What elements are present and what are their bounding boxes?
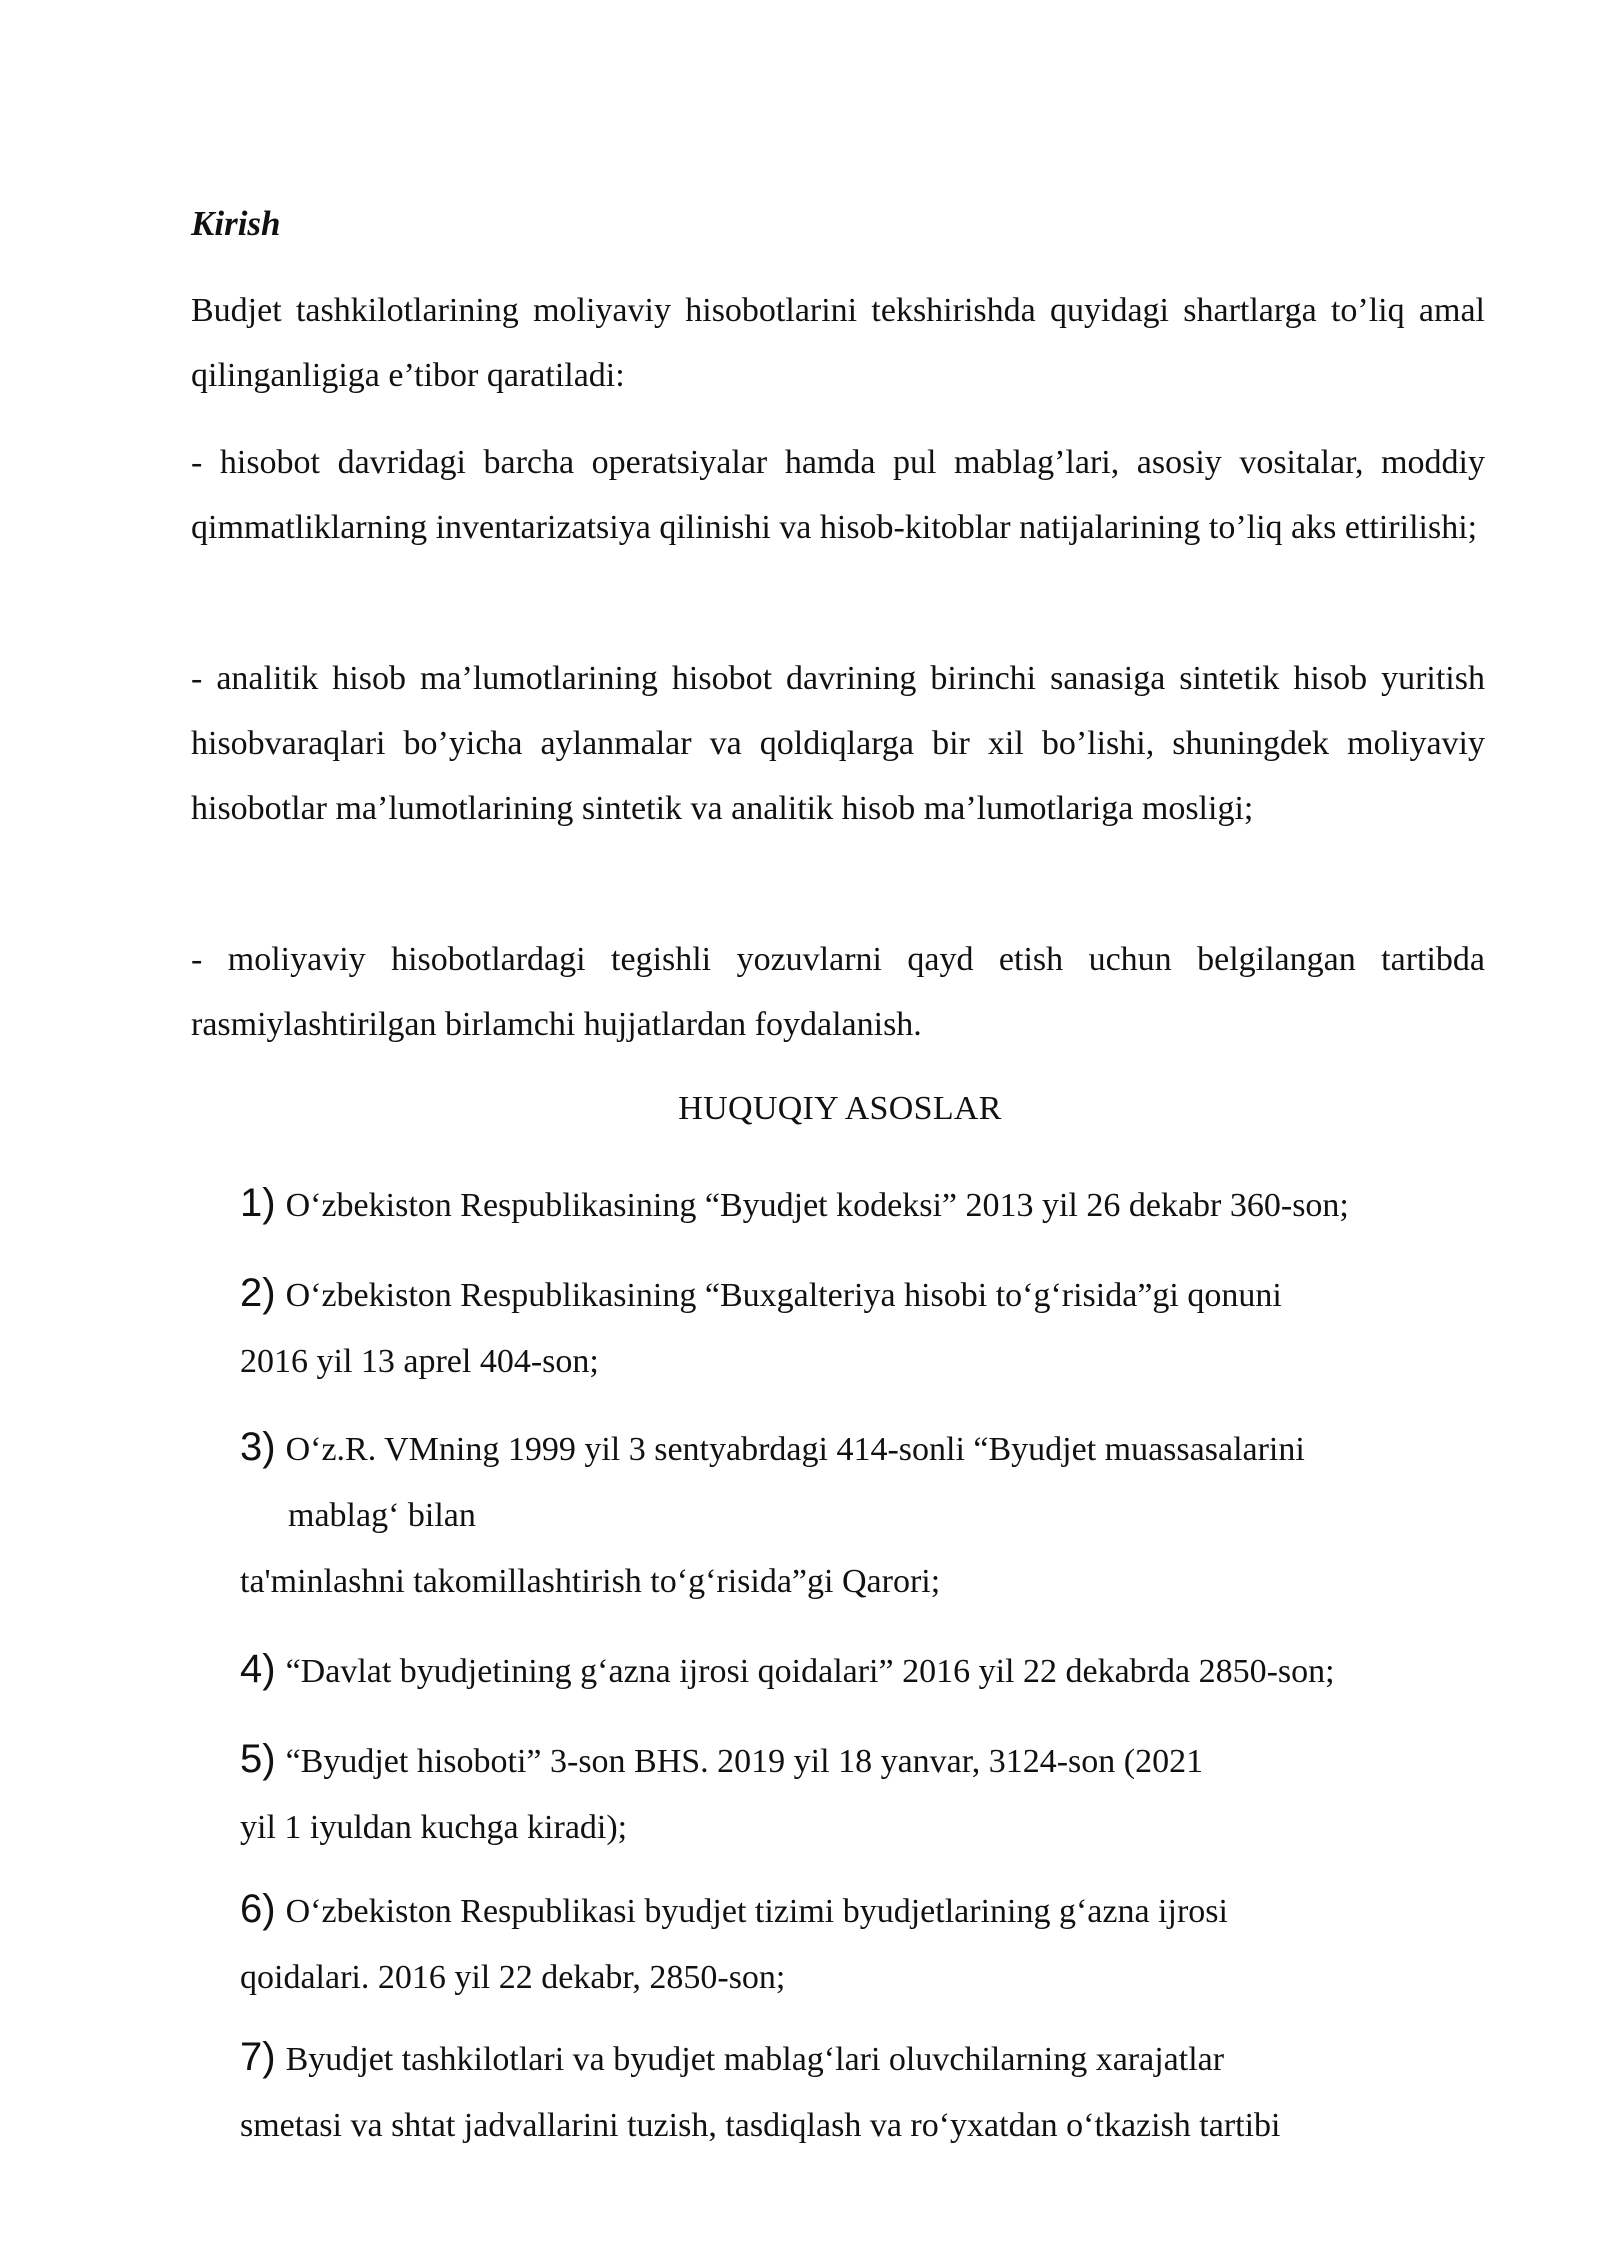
legal-list-item [240,1414,1490,1615]
legal-list-item [240,1260,1490,1395]
legal-list-item [240,1170,1490,1239]
list-item-text: O‘zbekiston Respublikasi byudjet tizimi byudjetlarining g‘azna ijrosi [285,1893,1228,1930]
list-item-text: O‘z.R. VMning 1999 yil 3 sentyabrdagi 414-sonli “Byudjet muassasalarini [285,1431,1305,1468]
list-item-text-continued: 2016 yil 13 aprel 404-son; [240,1343,599,1380]
list-item-text: “Byudjet hisoboti” 3-son BHS. 2019 yil 18 yanvar, 3124-son (2021 [285,1743,1204,1780]
list-item-text: O‘zbekiston Respublikasining “Buxgalteriya hisobi to‘g‘risida”gi qonuni [285,1277,1282,1314]
legal-section-title: HUQUQIY ASOSLAR [678,1090,1002,1127]
list-item-number: 7) [240,2035,276,2079]
list-item-number: 1) [240,1181,276,1225]
legal-list-item [240,2024,1490,2159]
list-item-number: 3) [240,1425,276,1469]
list-item-text-continued: ta'minlashni takomillashtirish to‘g‘risida”gi Qarori; [240,1563,941,1600]
legal-list-item [240,1726,1490,1861]
list-item-text-continued: qoidalari. 2016 yil 22 dekabr, 2850-son; [240,1959,786,1996]
list-item-text: O‘zbekiston Respublikasining “Byudjet kodeksi” 2013 yil 26 dekabr 360-son; [285,1187,1349,1224]
list-item-number: 6) [240,1887,276,1931]
list-item-text-continued: smetasi va shtat jadvallarini tuzish, tasdiqlash va ro‘yxatdan o‘tkazish tartibi [240,2107,1281,2144]
list-item-text: “Davlat byudjetining g‘azna ijrosi qoidalari” 2016 yil 22 dekabrda 2850-son; [285,1653,1335,1690]
legal-list-item [240,1876,1490,2011]
condition-paragraph-analytic: - analitik hisob ma’lumotlarining hisobot davrining birinchi sanasiga sintetik hisob yuritish hisobvaraqlari bo’yicha aylanmalar va qoldiqlarga bir xil bo’lishi, shuningdek moliyaviy hisobotlar ma’lumotlarining sintetik va analitik hisob ma’lumotlariga mosligi; [191,660,1485,827]
list-item-text-continued: mablag‘ bilan [288,1497,476,1534]
list-item-number: 2) [240,1271,276,1315]
condition-paragraph-inventory: - hisobot davridagi barcha operatsiyalar hamda pul mablag’lari, asosiy vositalar, moddiy qimmatliklarning inventarizatsiya qilinishi va hisob-kitoblar natijalarining to’liq aks ettirilishi; [191,444,1485,546]
intro-heading: Kirish [191,204,281,243]
legal-list-item [240,1636,1490,1705]
intro-paragraph: Budjet tashkilotlarining moliyaviy hisobotlarini tekshirishda quyidagi shartlarga to’liq amal qilinganligiga e’tibor qaratiladi: [191,292,1485,394]
condition-paragraph-primary-docs: - moliyaviy hisobotlardagi tegishli yozuvlarni qayd etish uchun belgilangan tartibda rasmiylashtirilgan birlamchi hujjatlardan foydalanish. [191,941,1485,1043]
list-item-number: 5) [240,1737,276,1781]
list-item-text-continued: yil 1 iyuldan kuchga kiradi); [240,1809,628,1846]
list-item-text: Byudjet tashkilotlari va byudjet mablag‘lari oluvchilarning xarajatlar [285,2041,1225,2078]
list-item-number: 4) [240,1647,276,1691]
